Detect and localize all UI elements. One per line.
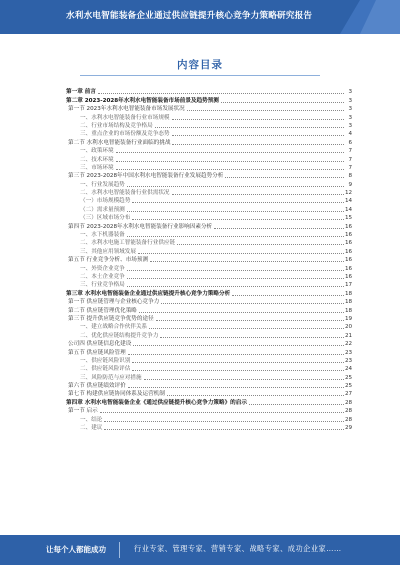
toc-entry-page: 16 [345, 265, 353, 272]
divider [80, 75, 320, 76]
toc-entry-page: 16 [345, 223, 353, 230]
toc-entry-label: 第二节 供应链管理优化策略 [68, 307, 137, 314]
toc-leader-dots [160, 336, 344, 338]
toc-leader-dots [249, 403, 344, 405]
toc-entry-page: 16 [345, 257, 353, 264]
toc-leader-dots [127, 269, 344, 271]
toc-entry[interactable] [66, 372, 352, 380]
toc-leader-dots [161, 302, 344, 304]
toc-leader-dots [149, 327, 344, 329]
toc-entry-label: 二、行业市场结构及竞争格局 [80, 122, 153, 129]
toc-entry-page: 8 [348, 173, 352, 180]
toc-entry-label: 一、水下机器装备 [80, 232, 125, 239]
toc-entry[interactable] [66, 196, 352, 204]
toc-leader-dots [172, 118, 344, 120]
toc-entry-page: 18 [345, 290, 353, 297]
toc-leader-dots [172, 193, 344, 195]
toc-entry-page: 22 [345, 341, 353, 348]
toc-entry-label: 三、其他应用领域发展 [80, 248, 136, 255]
toc-heading: 内容目录 [177, 59, 223, 71]
toc-entry-label: 第四章 水利水电智能装备企业《通过供应链提升核心竞争力策略》的启示 [66, 399, 247, 406]
toc-entry-label: 二、技术环境 [80, 156, 114, 163]
toc-entry-label: 第一节 供应链管理与企业核心竞争力 [68, 299, 160, 306]
toc-entry[interactable] [66, 221, 352, 229]
toc-leader-dots [127, 185, 344, 187]
toc-entry[interactable] [66, 179, 352, 187]
toc-entry-label: 第五节 供应链风险管理 [68, 349, 126, 356]
toc-entry-label: 二、建议 [80, 425, 103, 432]
toc-leader-dots [100, 411, 344, 413]
toc-leader-dots [128, 353, 344, 355]
toc-entry-label: 一、结论 [80, 416, 103, 423]
toc-entry[interactable] [66, 272, 352, 280]
toc-leader-dots [116, 168, 344, 170]
toc-leader-dots [116, 151, 344, 153]
toc-entry[interactable] [66, 163, 352, 171]
toc-entry[interactable] [66, 246, 352, 254]
toc-entry-page: 7 [348, 164, 352, 171]
toc-entry[interactable] [66, 322, 352, 330]
toc-leader-dots [132, 361, 344, 363]
toc-leader-dots [132, 201, 344, 203]
toc-entry-page: 17 [345, 282, 353, 289]
toc-leader-dots [104, 420, 344, 422]
toc-entry[interactable] [66, 121, 352, 129]
toc-entry-page: 24 [345, 366, 353, 373]
toc-entry-page: 28 [345, 408, 353, 415]
toc-leader-dots [144, 378, 344, 380]
toc-entry-label: 一、政策环境 [80, 148, 114, 155]
toc-entry-page: 18 [345, 307, 353, 314]
toc-entry-page: 28 [345, 399, 353, 406]
toc-entry[interactable] [66, 154, 352, 162]
toc-leader-dots [98, 92, 344, 94]
toc-entry-page: 23 [345, 349, 353, 356]
toc-leader-dots [127, 285, 344, 287]
toc-entry-label: 二、水利水电智能装备行业供需状况 [80, 190, 170, 197]
toc-entry-page: 3 [348, 114, 352, 121]
toc-entry-label: 三、风险防范与应对措施 [80, 374, 142, 381]
toc-entry-label: 二、水利水电施工智能装备行业供应链 [80, 240, 176, 247]
toc-leader-dots [214, 227, 344, 229]
toc-entry-label: （三）区域市场分布 [80, 215, 131, 222]
toc-entry-label: 第三章 水利水电智能装备企业通过供应链提升核心竞争力策略分析 [66, 290, 231, 297]
toc-entry-label: 第二节 水利水电智能装备行业面临的挑战 [68, 139, 171, 146]
toc-entry-label: 一、建立战略合作伙伴关系 [80, 324, 148, 331]
toc-entry[interactable] [66, 171, 352, 179]
header-decoration [340, 0, 400, 34]
toc-entry[interactable] [66, 339, 352, 347]
toc-entry[interactable] [66, 146, 352, 154]
toc-entry[interactable] [66, 188, 352, 196]
toc-leader-dots [150, 260, 344, 262]
toc-entry-page: 28 [345, 416, 353, 423]
toc-entry-label: 第一节 启示 [68, 408, 98, 415]
toc-leader-dots [127, 277, 344, 279]
report-title: 水利水电智能装备企业通过供应链提升核心竞争力策略研究报告 [66, 11, 313, 21]
toc-entry-page: 6 [348, 139, 352, 146]
toc-entry[interactable] [66, 288, 352, 296]
toc-entry[interactable] [66, 297, 352, 305]
toc-entry[interactable] [66, 213, 352, 221]
toc-entry[interactable] [66, 87, 352, 95]
toc-leader-dots [139, 311, 344, 313]
toc-entry[interactable] [66, 263, 352, 271]
toc-leader-dots [156, 319, 344, 321]
toc-entry-page: 15 [345, 215, 353, 222]
toc-entry-label: 第一章 前言 [66, 89, 96, 96]
toc-entry-label: （一）市场规模趋势 [80, 198, 131, 205]
toc-entry-label: 二、供应链风险评估 [80, 366, 131, 373]
toc-leader-dots [225, 176, 344, 178]
toc-entry[interactable] [66, 112, 352, 120]
toc-entry-page: 7 [348, 148, 352, 155]
toc-entry-label: 第五节 行业竞争分析、市场预测 [68, 257, 149, 264]
table-of-contents [66, 87, 352, 431]
toc-entry-page: 16 [345, 273, 353, 280]
toc-entry[interactable] [66, 347, 352, 355]
toc-entry-label: 二、优化供应链结构提升竞争力 [80, 332, 159, 339]
toc-entry[interactable] [66, 230, 352, 238]
toc-entry-label: 第七节 构建供应链协同体系及运营机制 [68, 391, 165, 398]
toc-entry-page: 9 [348, 181, 352, 188]
toc-entry-label: 公司四 供应链信息化建设 [68, 341, 132, 348]
toc-leader-dots [132, 369, 344, 371]
toc-entry[interactable] [66, 238, 352, 246]
toc-entry-page: 14 [345, 206, 353, 213]
toc-entry-page: 12 [345, 190, 353, 197]
toc-entry[interactable] [66, 204, 352, 212]
toc-entry-page: 21 [345, 332, 353, 339]
toc-leader-dots [128, 386, 344, 388]
toc-leader-dots [177, 243, 344, 245]
toc-entry-page: 19 [345, 315, 353, 322]
toc-entry[interactable] [66, 414, 352, 422]
toc-leader-dots [232, 294, 344, 296]
toc-leader-dots [155, 126, 344, 128]
toc-leader-dots [127, 235, 344, 237]
toc-entry[interactable] [66, 104, 352, 112]
toc-leader-dots [221, 101, 344, 103]
toc-entry-page: 23 [345, 357, 353, 364]
toc-entry[interactable] [66, 137, 352, 145]
footer-tagline: 行业专家、管理专家、营销专家、战略专家、成功企业家…… [134, 544, 342, 553]
toc-entry-label: 一、供应链风险识别 [80, 357, 131, 364]
toc-entry[interactable] [66, 406, 352, 414]
toc-entry-page: 3 [348, 122, 352, 129]
toc-entry-label: 一、外资企业竞争 [80, 265, 125, 272]
toc-entry-label: 第一节 2023年水利水电智能装备市场发展状况 [68, 106, 185, 113]
toc-entry[interactable] [66, 389, 352, 397]
toc-entry-page: 16 [345, 240, 353, 247]
toc-leader-dots [132, 218, 344, 220]
toc-entry[interactable] [66, 95, 352, 103]
toc-leader-dots [167, 394, 344, 396]
toc-entry-label: 第六节 供应链绩效评价 [68, 383, 126, 390]
toc-entry-page: 14 [345, 198, 353, 205]
toc-entry-label: 一、行业发展趋势 [80, 181, 125, 188]
toc-leader-dots [104, 428, 344, 430]
toc-entry[interactable] [66, 356, 352, 364]
toc-leader-dots [133, 344, 344, 346]
toc-leader-dots [172, 143, 344, 145]
toc-entry-page: 20 [345, 324, 353, 331]
toc-entry[interactable] [66, 423, 352, 431]
toc-entry[interactable] [66, 305, 352, 313]
toc-entry-page: 18 [345, 299, 353, 306]
page-footer [0, 535, 400, 565]
toc-leader-dots [187, 109, 344, 111]
toc-entry[interactable] [66, 255, 352, 263]
toc-entry-page: 25 [345, 383, 353, 390]
toc-entry[interactable] [66, 330, 352, 338]
toc-leader-dots [172, 134, 344, 136]
toc-entry-label: （二）需求量预测 [80, 206, 125, 213]
toc-entry-label: 第三节 提升供应链竞争优势的途径 [68, 315, 154, 322]
toc-entry[interactable] [66, 280, 352, 288]
toc-entry[interactable] [66, 364, 352, 372]
footer-divider [119, 542, 120, 558]
toc-entry-label: 三、行业竞争格局 [80, 282, 125, 289]
toc-entry-page: 3 [348, 106, 352, 113]
toc-entry[interactable] [66, 129, 352, 137]
toc-leader-dots [116, 160, 344, 162]
toc-entry-label: 第三节 2023-2028年中国水利水电智能装备行业发展趋势分析 [68, 173, 224, 180]
toc-leader-dots [127, 210, 344, 212]
toc-entry-page: 3 [348, 97, 352, 104]
toc-entry-label: 第四节 2023-2028年水利水电智能装备行业影响因素分析 [68, 223, 213, 230]
toc-entry-label: 三、重点企业的市场份额及竞争态势 [80, 131, 170, 138]
toc-entry-page: 25 [345, 374, 353, 381]
page-header [0, 0, 400, 34]
toc-leader-dots [138, 252, 344, 254]
toc-entry-page: 16 [345, 248, 353, 255]
toc-entry[interactable] [66, 397, 352, 405]
footer-slogan: 让每个人都能成功 [46, 545, 106, 554]
toc-entry-label: 三、市场环境 [80, 164, 114, 171]
toc-entry-page: 4 [348, 131, 352, 138]
toc-entry-label: 第二章 2023-2028年水利水电智能装备市场前景及趋势预测 [66, 97, 219, 104]
toc-entry-label: 二、本土企业竞争 [80, 273, 125, 280]
toc-entry-page: 7 [348, 156, 352, 163]
toc-entry-page: 16 [345, 232, 353, 239]
toc-entry-label: 一、水利水电智能装备行业市场规模 [80, 114, 170, 121]
toc-entry-page: 27 [345, 391, 353, 398]
toc-entry[interactable] [66, 314, 352, 322]
toc-entry-page: 29 [345, 425, 353, 432]
toc-entry[interactable] [66, 381, 352, 389]
toc-entry-page: 3 [348, 89, 352, 96]
